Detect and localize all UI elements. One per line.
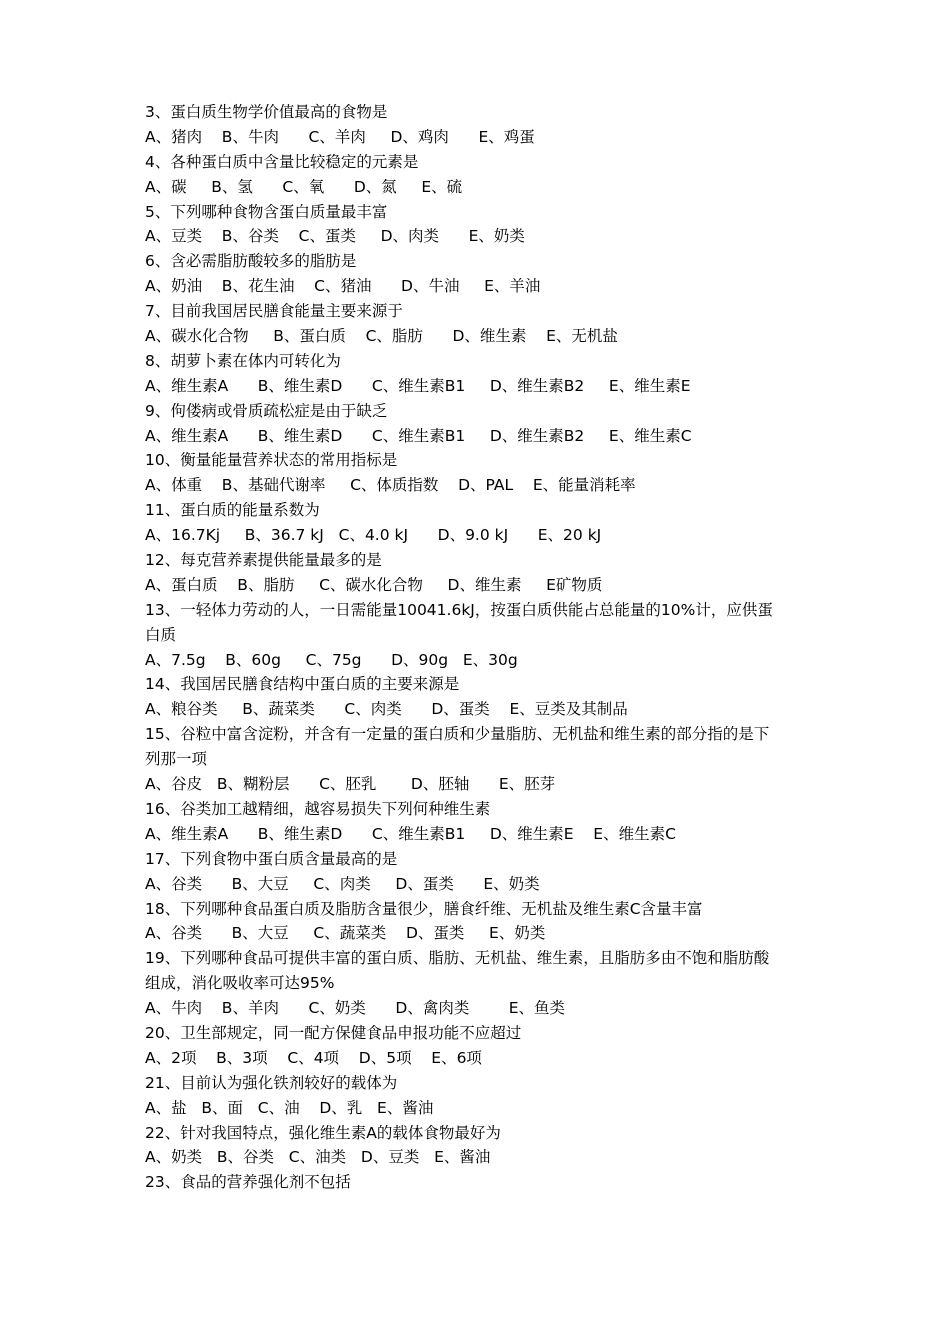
question-text: 13、一轻体力劳动的人，一日需能量10041.6kJ，按蛋白质供能占总能量的10%计，应供蛋 (145, 600, 773, 619)
answer-options: A、16.7Kj B、36.7 kJ C、4.0 kJ D、9.0 kJ E、20 kJ (145, 526, 602, 545)
question-text: 11、蛋白质的能量系数为 (145, 501, 320, 520)
question-text: 6、含必需脂肪酸较多的脂肪是 (145, 252, 357, 271)
answer-options: A、盐 B、面 C、油 D、乳 E、酱油 (145, 1098, 434, 1117)
answer-options: A、粮谷类 B、蔬菜类 C、肉类 D、蛋类 E、豆类及其制品 (145, 700, 628, 719)
question-text: 5、下列哪种食物含蛋白质量最丰富 (145, 202, 388, 221)
answer-options: A、牛肉 B、羊肉 C、奶类 D、禽肉类 E、鱼类 (145, 999, 566, 1018)
answer-options: A、谷皮 B、糊粉层 C、胚乳 D、胚轴 E、胚芽 (145, 775, 556, 794)
question-text: 3、蛋白质生物学价值最高的食物是 (145, 103, 388, 121)
document-page (145, 100, 835, 1195)
question-continuation: 列那一项 (145, 750, 208, 769)
answer-options: A、碳 B、氢 C、氧 D、氮 E、硫 (145, 177, 463, 196)
answer-options: A、碳水化合物 B、蛋白质 C、脂肪 D、维生素 E、无机盐 (145, 327, 618, 346)
answer-options: A、维生素A B、维生素D C、维生素B1 D、维生素B2 E、维生素C (145, 426, 692, 445)
question-continuation: 白质 (145, 625, 177, 644)
question-text: 14、我国居民膳食结构中蛋白质的主要来源是 (145, 675, 460, 694)
question-text: 19、下列哪种食品可提供丰富的蛋白质、脂肪、无机盐、维生素，且脂肪多由不饱和脂肪酸 (145, 949, 770, 968)
answer-options: A、体重 B、基础代谢率 C、体质指数 D、PAL E、能量消耗率 (145, 476, 636, 495)
question-continuation: 组成，消化吸收率可达95% (145, 974, 335, 993)
answer-options: A、豆类 B、谷类 C、蛋类 D、肉类 E、奶类 (145, 227, 525, 246)
answer-options: A、维生素A B、维生素D C、维生素B1 D、维生素B2 E、维生素E (145, 376, 691, 395)
question-text: 7、目前我国居民膳食能量主要来源于 (145, 302, 403, 321)
question-text: 23、食品的营养强化剂不包括 (145, 1173, 351, 1192)
question-text: 9、佝偻病或骨质疏松症是由于缺乏 (145, 401, 388, 420)
question-text: 10、衡量能量营养状态的常用指标是 (145, 451, 398, 470)
answer-options: A、蛋白质 B、脂肪 C、碳水化合物 D、维生素 E矿物质 (145, 575, 603, 594)
question-text: 12、每克营养素提供能量最多的是 (145, 551, 382, 570)
answer-options: A、奶类 B、谷类 C、油类 D、豆类 E、酱油 (145, 1148, 491, 1167)
question-text: 21、目前认为强化铁剂较好的载体为 (145, 1073, 398, 1092)
question-text: 15、谷粒中富含淀粉，并含有一定量的蛋白质和少量脂肪、无机盐和维生素的部分指的是下 (145, 725, 770, 744)
question-text: 18、下列哪种食品蛋白质及脂肪含量很少，膳食纤维、无机盐及维生素C含量丰富 (145, 899, 703, 918)
question-text: 8、胡萝卜素在体内可转化为 (145, 351, 341, 370)
question-text: 4、各种蛋白质中含量比较稳定的元素是 (145, 152, 419, 171)
question-text: 17、下列食物中蛋白质含量最高的是 (145, 849, 398, 868)
question-text: 22、针对我国特点，强化维生素A的载体食物最好为 (145, 1123, 501, 1142)
answer-options: A、奶油 B、花生油 C、猪油 D、牛油 E、羊油 (145, 277, 541, 296)
answer-options: A、7.5g B、60g C、75g D、90g E、30g (145, 650, 518, 669)
answer-options: A、2项 B、3项 C、4项 D、5项 E、6项 (145, 1048, 482, 1067)
question-text: 20、卫生部规定，同一配方保健食品申报功能不应超过 (145, 1023, 522, 1042)
question-text: 16、谷类加工越精细，越容易损失下列何种维生素 (145, 799, 491, 818)
answer-options: A、维生素A B、维生素D C、维生素B1 D、维生素E E、维生素C (145, 824, 676, 843)
answer-options: A、猪肉 B、牛肉 C、羊肉 D、鸡肉 E、鸡蛋 (145, 127, 535, 146)
answer-options: A、谷类 B、大豆 C、肉类 D、蛋类 E、奶类 (145, 874, 540, 893)
answer-options: A、谷类 B、大豆 C、蔬菜类 D、蛋类 E、奶类 (145, 924, 546, 943)
